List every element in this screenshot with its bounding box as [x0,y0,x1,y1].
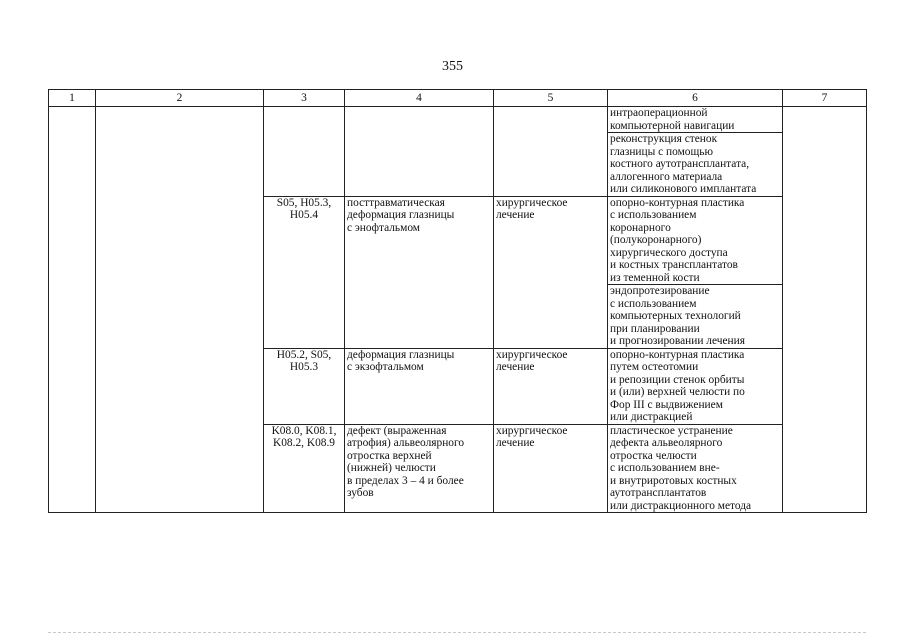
method-line: опорно-контурная пластика [610,196,745,209]
treatment-type-cell [494,348,608,424]
method-cell [608,196,783,285]
condition-cell [345,196,494,348]
treatment-line: хирургическое [496,348,568,361]
column-header: 6 [608,90,783,107]
method-line: интраоперационной [610,107,708,119]
code-line: H05.3 [289,361,319,373]
method-line: путем остеотомии [610,361,699,373]
treatment-type-cell [494,107,608,197]
code-line: K08.2, K08.9 [272,437,335,449]
condition-cell [345,348,494,424]
condition-line: с энофтальмом [347,221,421,234]
method-line: или силиконового имплантата [610,183,757,195]
code-line: H05.4 [289,209,319,221]
method-line: и костных трансплантатов [610,259,738,271]
treatment-type-cell [494,196,608,348]
method-line: компьютерных технологий [610,310,741,322]
method-line: хирургического доступа [610,246,728,259]
condition-line: (нижней) челюсти [347,462,436,474]
treatment-line: хирургическое [496,196,568,209]
treatment-line: лечение [496,437,535,449]
column-header: 2 [96,90,264,107]
method-line: аллогенного материала [610,170,723,183]
method-line: пластическое устранение [610,424,733,437]
col1-cell [49,107,96,513]
column-header: 4 [345,90,494,107]
method-cell [608,348,783,424]
page-number: 355 [442,59,463,74]
diagnosis-code-cell [264,107,345,197]
method-cell [608,424,783,513]
method-line: или дистракционного метода [610,499,752,512]
method-cell [608,107,783,133]
condition-line: зубов [347,487,374,499]
method-line: опорно-контурная пластика [610,348,745,361]
treatment-line: хирургическое [496,424,568,437]
condition-line: атрофия) альвеолярного [347,437,465,449]
diagnosis-code-cell [264,424,345,513]
method-line: глазницы с помощью [610,145,713,158]
medical-procedures-table [48,89,867,513]
method-line: дефекта альвеолярного [610,437,723,449]
method-line: и прогнозировании лечения [610,335,745,347]
method-line: коронарного [610,221,671,234]
col2-cell [96,107,264,513]
column-header: 5 [494,90,608,107]
column-header: 1 [49,90,96,107]
diagnosis-code-cell [264,348,345,424]
condition-cell [345,107,494,197]
table-header-row [49,90,867,107]
treatment-type-cell [494,424,608,513]
method-line: с использованием вне- [610,462,720,474]
method-cell [608,133,783,197]
method-line: реконструкция стенок [610,133,718,145]
method-line: и (или) верхней челюсти по [610,386,745,398]
condition-line: отростка верхней [347,449,432,462]
condition-line: в пределах 3 – 4 и более [347,474,464,487]
column-header: 7 [783,90,867,107]
diagnosis-code-cell [264,196,345,348]
condition-line: посттравматическая [347,196,445,209]
col7-cell [783,107,867,513]
condition-line: деформация глазницы [347,209,455,221]
method-line: и внутриротовых костных [610,474,737,487]
condition-line: с экзофтальмом [347,361,424,373]
condition-line: деформация глазницы [347,348,455,361]
column-header: 3 [264,90,345,107]
treatment-line: лечение [496,209,535,221]
code-line: K08.0, K08.1, [271,424,337,437]
scan-edge-line [48,632,866,633]
method-line: костного аутотрансплантата, [610,158,750,170]
condition-cell [345,424,494,513]
method-line: аутотрансплантатов [610,487,707,499]
condition-line: дефект (выраженная [347,424,447,437]
method-line: (полукоронарного) [610,234,702,246]
table-row [49,107,867,133]
method-cell [608,285,783,349]
treatment-line: лечение [496,361,535,373]
method-line: Фор III с выдвижением [610,398,723,411]
method-line: эндопротезирование [610,285,710,297]
method-line: при планировании [610,322,700,335]
code-line: H05.2, S05, [276,348,332,361]
method-line: или дистракцией [610,411,693,423]
method-line: и репозиции стенок орбиты [610,373,745,386]
method-line: из теменной кости [610,271,700,284]
code-line: S05, H05.3, [276,196,332,209]
method-line: с использованием [610,297,697,310]
method-line: с использованием [610,209,697,221]
method-line: отростка челюсти [610,449,697,462]
method-line: компьютерной навигации [610,119,735,132]
